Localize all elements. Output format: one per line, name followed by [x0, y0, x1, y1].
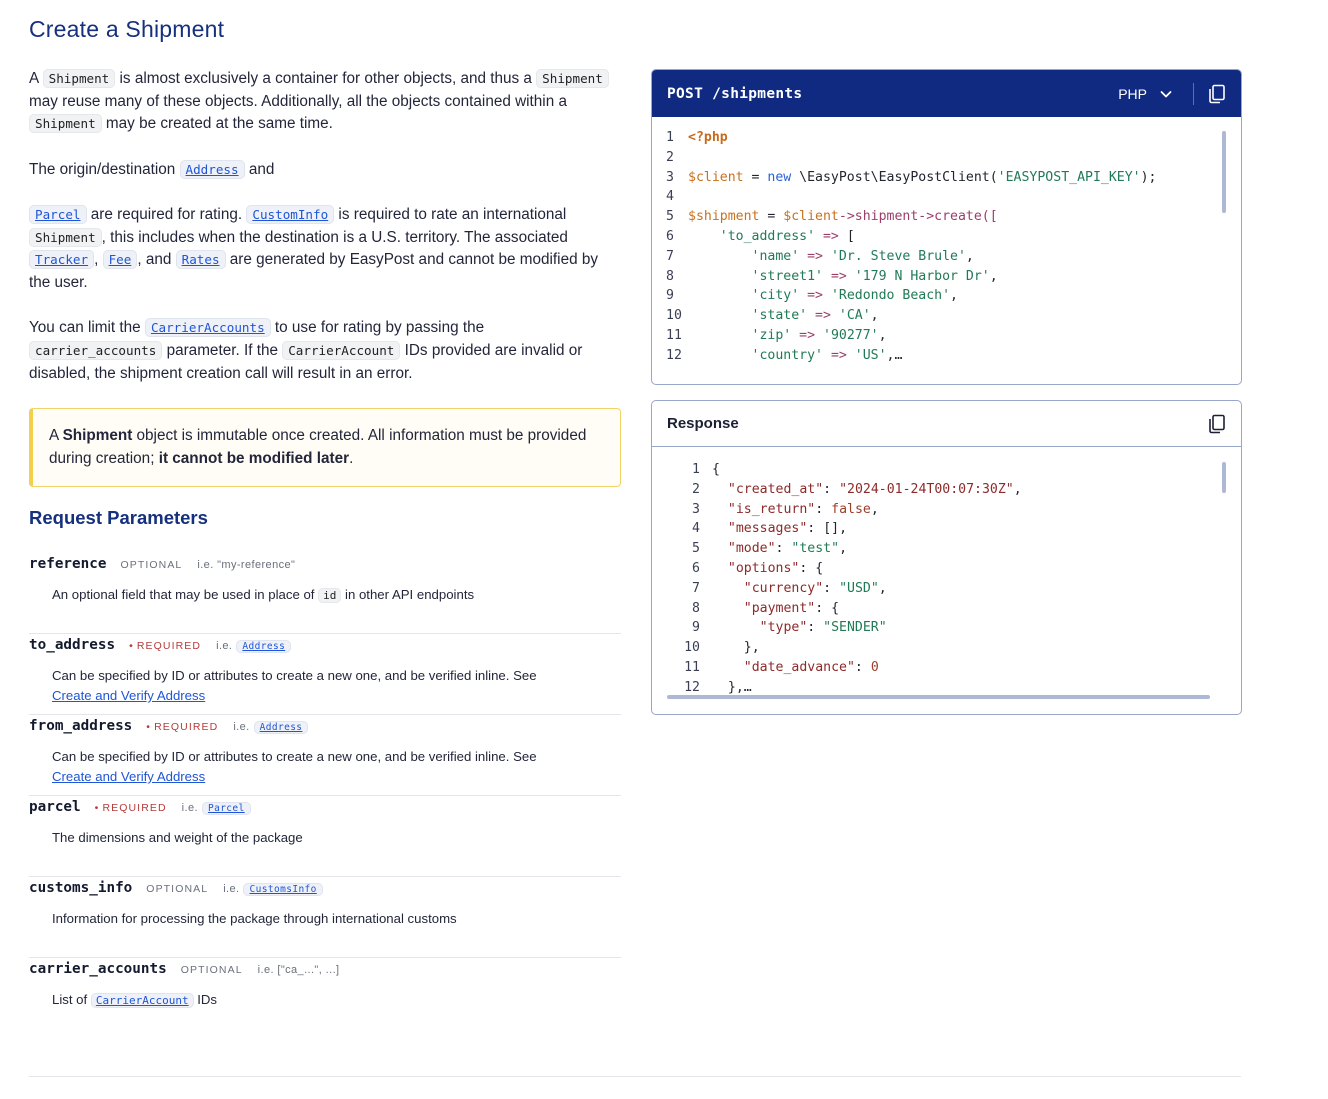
code-line: 1 { — [692, 462, 720, 477]
param-name: reference — [29, 556, 107, 572]
horizontal-scrollbar[interactable] — [667, 695, 1210, 699]
code-line: 6 "options" : { — [692, 560, 824, 576]
customsinfo-type-link[interactable]: CustomsInfo — [243, 883, 322, 896]
code-line: 10 'state' => 'CA' , — [666, 308, 879, 324]
code-line: 2 "created_at" : "2024-01-24T00:07:30Z" , — [692, 481, 1022, 497]
intro-section — [29, 68, 621, 487]
code-line: 8 'street1' => '179 N Harbor Dr' , — [666, 268, 998, 284]
code-line: 11 "date_advance" : 0 — [684, 659, 879, 675]
param-description: List of CarrierAccount IDs — [52, 992, 218, 1007]
code-line: 7 "currency" : "USD" , — [692, 580, 887, 596]
inline-code: Shipment — [29, 228, 102, 247]
intro-paragraph-1: A Shipment is almost exclusively a container for other objects, and thus a Shipment may reuse many of these objects. Additionally, all the objects contained within a Shipment may be created at the same time. — [29, 68, 621, 136]
code-line: 9 'city' => 'Redondo Beach' , — [666, 288, 958, 304]
param-customs-info — [29, 877, 621, 958]
param-to-address — [29, 634, 621, 715]
inline-code: id — [318, 588, 341, 603]
chevron-down-icon — [1159, 87, 1173, 101]
custominfo-link[interactable]: CustomInfo — [246, 205, 334, 224]
code-line: 12 },… — [684, 679, 752, 695]
required-badge: • REQUIRED — [146, 721, 218, 733]
fee-link[interactable]: Fee — [103, 250, 138, 269]
page-title: Create a Shipment — [29, 16, 225, 42]
code-block — [652, 117, 1241, 368]
inline-code: Shipment — [29, 114, 102, 133]
address-type-link[interactable]: Address — [254, 721, 309, 734]
code-line: 4 — [666, 189, 674, 205]
param-example: i.e. Address — [233, 721, 308, 733]
code-line: 6 'to_address' => [ — [666, 228, 855, 244]
code-line: 5 $shipment = $client ->shipment->create([ — [666, 209, 998, 225]
param-reference — [29, 553, 621, 634]
code-card-header — [652, 70, 1241, 117]
code-line: 10 }, — [684, 640, 760, 656]
inline-code: carrier_accounts — [29, 341, 162, 360]
response-card — [651, 400, 1242, 715]
param-description: Can be specified by ID or attributes to create a new one, and be verified inline. See Create and Verify Address — [52, 749, 537, 784]
required-badge: • REQUIRED — [129, 640, 201, 652]
create-verify-address-link[interactable]: Create and Verify Address — [52, 688, 206, 703]
create-verify-address-link[interactable]: Create and Verify Address — [52, 769, 206, 784]
param-description: Information for processing the package through international customs — [52, 911, 457, 926]
vertical-scrollbar[interactable] — [1222, 131, 1226, 213]
carrieraccounts-link[interactable]: CarrierAccounts — [145, 318, 271, 337]
param-carrier-accounts — [29, 958, 621, 1039]
vertical-scrollbar[interactable] — [1222, 462, 1226, 493]
code-line: 3 $client = new \EasyPost\EasyPostClient( 'EASYPOST_API_KEY' ); — [666, 169, 1157, 185]
intro-paragraph-2: The origin/destination Address and — [29, 160, 275, 178]
required-badge: • REQUIRED — [95, 802, 167, 814]
copy-icon[interactable] — [1208, 84, 1226, 104]
optional-badge: OPTIONAL — [120, 559, 183, 571]
param-example: i.e. Parcel — [182, 802, 251, 814]
language-select[interactable]: PHP — [1118, 86, 1173, 102]
param-name: to_address — [29, 637, 116, 653]
rates-link[interactable]: Rates — [176, 250, 226, 269]
immutable-callout: A Shipment object is immutable once created. All information must be provided during creation; it cannot be modified later. — [29, 408, 621, 487]
divider — [29, 1076, 1241, 1077]
response-code-block — [652, 447, 1241, 700]
parcel-type-link[interactable]: Parcel — [202, 802, 251, 815]
code-line: 11 'zip' => '90277' , — [666, 327, 887, 343]
code-line: 2 — [666, 149, 674, 165]
param-from-address — [29, 715, 621, 796]
param-description: An optional field that may be used in place of id in other API endpoints — [52, 587, 475, 602]
param-name: carrier_accounts — [29, 961, 167, 977]
address-link[interactable]: Address — [180, 160, 245, 179]
response-title: Response — [667, 415, 739, 432]
response-header — [652, 401, 1241, 447]
param-example: i.e. "my-reference" — [197, 559, 296, 571]
code-line: 4 "messages" : [] , — [692, 521, 848, 537]
parcel-link[interactable]: Parcel — [29, 205, 87, 224]
param-example: i.e. ["ca_...", ...] — [257, 964, 340, 976]
code-line: 9 "type" : "SENDER" — [692, 620, 887, 636]
code-line: 7 'name' => 'Dr. Steve Brule' , — [666, 248, 974, 264]
carrieraccount-link[interactable]: CarrierAccount — [91, 993, 194, 1008]
tracker-link[interactable]: Tracker — [29, 250, 94, 269]
code-line: 3 "is_return" : false , — [692, 501, 879, 517]
param-description: The dimensions and weight of the package — [52, 830, 303, 845]
copy-icon[interactable] — [1208, 414, 1226, 434]
code-line: 5 "mode" : "test" , — [692, 541, 848, 557]
parameter-list — [29, 553, 621, 1039]
inline-code: CarrierAccount — [282, 341, 400, 360]
intro-paragraph-4: You can limit the CarrierAccounts to use for rating by passing the carrier_accounts parameter. If the CarrierAccount IDs provided are invalid or disabled, the shipment creation call will result in an error. — [29, 319, 583, 382]
param-name: from_address — [29, 718, 133, 734]
request-code-card — [651, 69, 1242, 385]
inline-code: Shipment — [43, 69, 116, 88]
request-parameters-heading: Request Parameters — [29, 507, 208, 528]
header-divider — [1193, 83, 1194, 105]
intro-paragraph-3: Parcel are required for rating. CustomInfo is required to rate an international Shipment , this includes when the destination is a U.S. territory. The associated Tracker , Fee , and Rates are generated by EasyPost and cannot be modified by the user. — [29, 205, 598, 291]
endpoint-label: POST /shipments — [667, 85, 803, 102]
code-line: 12 'country' => 'US' ,… — [666, 347, 903, 363]
param-name: customs_info — [29, 880, 133, 896]
param-example: i.e. CustomsInfo — [223, 883, 323, 895]
param-example: i.e. Address — [216, 640, 291, 652]
inline-code: Shipment — [536, 69, 609, 88]
optional-badge: OPTIONAL — [146, 883, 209, 895]
address-type-link[interactable]: Address — [236, 640, 291, 653]
code-line: 1 <?php — [666, 130, 728, 145]
code-line: 8 "payment" : { — [692, 600, 840, 616]
param-parcel — [29, 796, 621, 877]
optional-badge: OPTIONAL — [180, 964, 243, 976]
param-description: Can be specified by ID or attributes to create a new one, and be verified inline. See Create and Verify Address — [52, 668, 537, 703]
param-name: parcel — [29, 799, 81, 815]
